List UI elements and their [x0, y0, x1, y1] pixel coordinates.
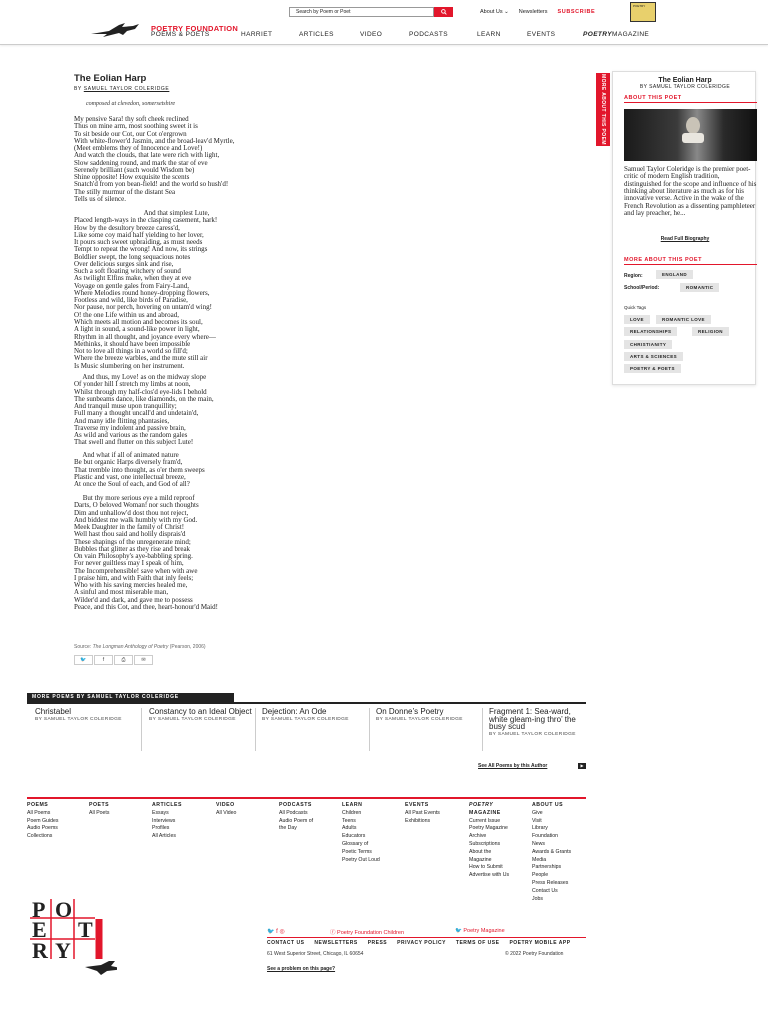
twitter-share-icon[interactable]: 🐦 — [74, 655, 93, 665]
poem-epigraph: composed at clevedon, somersetshire — [86, 101, 176, 107]
footer-link[interactable]: Give — [532, 809, 543, 816]
divider — [624, 264, 757, 265]
footer-link[interactable]: Current Issue — [469, 817, 501, 824]
facebook-icon: ⓕ — [330, 930, 336, 936]
footer-link[interactable]: Audio Poems — [27, 825, 58, 832]
footer-link[interactable]: All Podcasts — [279, 809, 308, 816]
footer-link[interactable]: Library — [532, 825, 548, 832]
footer-link[interactable]: About the — [469, 848, 492, 855]
nav-articles[interactable]: ARTICLES — [299, 31, 334, 38]
footer-link[interactable]: People — [532, 872, 549, 879]
privacy-policy-link[interactable]: PRIVACY POLICY — [397, 940, 446, 946]
portrait-collar — [682, 133, 704, 143]
footer-link[interactable]: Collections — [27, 833, 53, 840]
contact-us-link[interactable]: CONTACT US — [267, 940, 305, 946]
tag-poetry-poets[interactable]: POETRY & POETS — [624, 364, 681, 373]
magazine-cover-text: POETRY — [633, 4, 646, 8]
more-poem-item[interactable] — [376, 708, 482, 722]
brand-name[interactable]: POETRY FOUNDATION — [151, 24, 239, 33]
poem-stanza-3: And thus, my Love! as on the midway slope Of yonder hill I stretch my limbs at noon, Whilst through my half-clos'd eye-lids I behold The sunbeams dance, like diamonds, on the main, And tranquil muse upon tranquillity; Full many a thought uncall'd and undetain'd, And many idle flitting phantasies, Traverse my indolent and passive brain, As wild and various as the random gales That swell and flutter on this subject Lute! — [74, 373, 214, 447]
footer-link[interactable]: the Day — [279, 825, 297, 832]
see-all-poems-link[interactable]: See All Poems by this Author — [478, 763, 548, 769]
logo-letter: T — [78, 917, 93, 942]
about-us-dropdown[interactable] — [480, 9, 509, 15]
logo-letter: R — [32, 938, 48, 963]
footer-links — [267, 940, 571, 946]
sidebar-poem-title: The Eolian Harp — [658, 77, 712, 84]
nav-magazine-rest: MAGAZINE — [612, 31, 650, 38]
footer-heading[interactable]: MAGAZINE — [469, 809, 501, 816]
poet-bio: Samuel Taylor Coleridge is the premier poet-critic of modern English tradition, distinguished for the scope and influence of his thinking about literature as much as for his innovative verse. Active in the wake of the French Revolution as a dissenting pamphleteer and lay preacher, he... — [624, 165, 757, 218]
footer-heading[interactable]: POETS — [89, 802, 110, 808]
footer-link[interactable]: Poem Guides — [27, 817, 59, 824]
footer-link[interactable]: Visit — [532, 817, 542, 824]
more-poem-item[interactable] — [489, 708, 586, 737]
footer-link[interactable]: Foundation — [532, 833, 558, 840]
newsletters-footer-link[interactable]: NEWSLETTERS — [314, 940, 358, 946]
divider — [482, 708, 483, 751]
poem-source — [74, 644, 206, 650]
footer-link[interactable]: Jobs — [532, 895, 543, 902]
read-full-biography-link[interactable]: Read Full Biography — [660, 236, 710, 242]
facebook-share-icon[interactable]: f — [94, 655, 113, 665]
footer-link[interactable]: Adults — [342, 825, 357, 832]
quick-tags-label: Quick Tags — [624, 305, 647, 310]
instagram-icon[interactable]: ◎ — [279, 929, 285, 935]
footer-heading[interactable]: PODCASTS — [279, 802, 312, 808]
footer-rule — [27, 797, 586, 799]
source-title: The Longman Anthology of Poetry — [92, 644, 169, 650]
source-prefix: Source: — [74, 644, 93, 650]
poem-stanza-4: And what if all of animated nature Be but organic Harps diversely fram'd, That tremble into thought, as o'er them sweeps Plastic and vast, one intellectual breeze, At once the Soul of each, and God of all? — [74, 451, 205, 489]
more-poem-title[interactable]: On Donne’s Poetry — [376, 707, 444, 716]
more-poem-byline: BY SAMUEL TAYLOR COLERIDGE — [149, 716, 236, 722]
footer-link[interactable]: Educators — [342, 833, 366, 840]
top-links — [480, 9, 595, 15]
search-input[interactable]: Search by Poem or Poet — [289, 7, 434, 17]
footer-link[interactable]: News — [532, 840, 545, 847]
footer-link[interactable]: Exhibitions — [405, 817, 431, 824]
facebook-icon[interactable]: f — [276, 929, 278, 935]
more-tab-label: MORE ABOUT THIS POEM — [600, 74, 606, 145]
nav-events[interactable]: EVENTS — [527, 31, 556, 38]
more-poems-rule — [27, 702, 586, 704]
divider — [141, 708, 142, 751]
nav-learn[interactable]: LEARN — [477, 31, 501, 38]
footer-address: 61 West Superior Street, Chicago, IL 60654 — [267, 951, 364, 957]
footer-link[interactable]: Poetry Out Loud — [342, 856, 380, 863]
terms-of-use-link[interactable]: TERMS OF USE — [455, 940, 500, 946]
tag-relationships[interactable]: RELATIONSHIPS — [624, 327, 677, 336]
region-label: Region: — [624, 273, 643, 279]
tag-christianity[interactable]: CHRISTIANITY — [624, 340, 672, 349]
footer-link[interactable]: Poetry Magazine — [469, 825, 508, 832]
nav-magazine-bold: POETRY — [583, 31, 613, 38]
footer-heading[interactable]: LEARN — [342, 802, 363, 808]
more-about-this-poem-tab[interactable]: MORE ABOUT THIS POEM › — [596, 73, 610, 146]
poem-stanza-2: And that simplest Lute, Placed length-ways in the clasping casement, hark! How by the desultory breeze caress'd, Like some coy maid half yielding to her lover, It pours such sweet upbraiding, as must needs Tempt to repeat the wrong! And now, its strings Boldlier swept, the long sequacious notes Over delicious surges sink and rise, Such a soft floating witchery of sound As twilight Elfins make, when they at eve Voyage on gentle gales from Fairy-Land, Where Melodies round honey-dropping flowers, Footless and wild, like birds of Paradise, Nor pause, nor perch, hovering on untam'd wing! O! the one Life within us and abroad, Which meets all motion and becomes its soul, A light in sound, a sound-like power in light, Rhythm in all thought, and joyance every where— Methinks, it should have been impossible Not to love all things in a world so fill'd; Where the breeze warbles, and the mute still air Is Music slumbering on her instrument. — [74, 209, 218, 370]
magazine-link-label: Poetry Magazine — [463, 928, 505, 934]
about-us-label: About Us — [480, 9, 503, 15]
divider — [255, 708, 256, 751]
footer-col-learn — [342, 802, 380, 864]
footer-link[interactable]: Interviews — [152, 817, 176, 824]
footer-link[interactable]: Partnerships — [532, 864, 562, 871]
school-period-tag[interactable]: ROMANTIC — [680, 283, 719, 292]
more-about-poet-heading: MORE ABOUT THIS POET — [624, 257, 702, 263]
poetry-magazine-twitter-link[interactable] — [455, 928, 505, 934]
logo-letter: Y — [55, 938, 71, 963]
footer-link[interactable]: Magazine — [469, 856, 492, 863]
chevron-down-icon: ⌄ — [504, 9, 509, 15]
nav-poetry-magazine[interactable] — [583, 31, 649, 38]
footer-col-about-us — [532, 802, 571, 903]
footer-link[interactable]: Contact Us — [532, 887, 558, 894]
email-icon[interactable]: ✉ — [134, 655, 153, 665]
poem-stanza-1: My pensive Sara! thy soft cheek reclined Thus on mine arm, most soothing sweet it is To sit beside our Cot, our Cot o'ergrown With white-flower'd Jasmin, and the broad-leav'd Myrtle, (Meet emblems they of Innocence and Love!) And watch the clouds, that late were rich with light, Slow saddening round, and mark the star of eve Serenely brilliant (such would Wisdom be) Shine opposite! How exquisite the scents Snatch'd from yon bean-field! and the world so hush'd! The stilly murmur of the distant Sea Tells us of silence. — [74, 115, 235, 203]
footer-col-events — [405, 802, 440, 825]
footer-col-articles — [152, 802, 182, 841]
region-tag[interactable]: ENGLAND — [656, 270, 693, 279]
footer-link[interactable]: Media — [532, 856, 547, 863]
school-period-label: School/Period: — [624, 285, 660, 291]
more-poem-item[interactable] — [35, 708, 141, 722]
twitter-icon: 🐦 — [455, 928, 462, 934]
logo-letter: E — [32, 917, 47, 942]
poetry-foundation-logo[interactable] — [27, 899, 117, 979]
footer-link[interactable]: Awards & Grants — [532, 848, 572, 855]
poem-title: The Eolian Harp — [74, 73, 147, 84]
footer-col-video — [216, 802, 236, 818]
poetry-foundation-children-link[interactable] — [330, 928, 404, 936]
footer-link[interactable]: Glossary of — [342, 840, 369, 847]
footer-link[interactable]: Teens — [342, 817, 356, 824]
more-poem-title[interactable]: Constancy to an Ideal Object — [149, 707, 252, 716]
footer-links-rule — [267, 937, 586, 938]
tag-religion[interactable]: RELIGION — [692, 327, 729, 336]
pegasus-logo-icon[interactable] — [89, 22, 141, 38]
about-poet-heading: ABOUT THIS POET — [624, 95, 682, 101]
sidebar-byline[interactable]: BY SAMUEL TAYLOR COLERIDGE — [639, 84, 731, 90]
poem-byline — [74, 86, 169, 92]
nav-poems-poets[interactable]: POEMS & POETS — [151, 31, 210, 38]
logo-letter: P — [32, 897, 46, 922]
footer-link[interactable]: All Poets — [89, 809, 110, 816]
nav-harriet[interactable]: HARRIET — [241, 31, 273, 38]
poem-sidebar — [612, 71, 756, 385]
tag-romantic-love[interactable]: ROMANTIC LOVE — [656, 315, 711, 324]
footer-col-poems — [27, 802, 58, 841]
footer-heading[interactable]: POETRY — [469, 802, 494, 808]
divider — [369, 708, 370, 751]
tag-love[interactable]: LOVE — [624, 315, 650, 324]
nav-video[interactable]: VIDEO — [360, 31, 383, 38]
social-icons — [267, 928, 285, 935]
arrow-right-icon[interactable]: ▶ — [578, 763, 586, 769]
children-link-label: Poetry Foundation Children — [337, 930, 405, 936]
logo-letter: O — [55, 897, 73, 922]
footer-link[interactable]: All Articles — [152, 833, 176, 840]
footer-link[interactable]: Audio Poem of — [279, 817, 314, 824]
footer-link[interactable]: Archive — [469, 833, 487, 840]
tag-arts-sciences[interactable]: ARTS & SCIENCES — [624, 352, 683, 361]
footer-heading[interactable]: POEMS — [27, 802, 49, 808]
footer-link[interactable]: All Past Events — [405, 809, 440, 816]
footer-copyright: © 2022 Poetry Foundation — [505, 951, 564, 957]
magazine-cover-thumbnail[interactable] — [630, 2, 656, 22]
more-poem-byline: BY SAMUEL TAYLOR COLERIDGE — [35, 716, 122, 722]
author-link[interactable]: SAMUEL TAYLOR COLERIDGE — [83, 86, 170, 92]
press-link[interactable]: PRESS — [367, 940, 388, 946]
search-button[interactable] — [434, 7, 453, 17]
main-nav — [151, 31, 649, 38]
footer-link[interactable]: Profiles — [152, 825, 170, 832]
more-poem-title[interactable]: Fragment 1: Sea-ward, white gleam-ing thro’ the busy scud — [489, 707, 576, 731]
footer-link[interactable]: How to Submit — [469, 864, 503, 871]
source-suffix: (Pearson, 2006) — [168, 644, 206, 650]
site-header — [0, 0, 768, 45]
twitter-icon[interactable]: 🐦 — [267, 929, 275, 935]
report-problem-link[interactable]: See a problem on this page? — [267, 966, 336, 972]
footer-heading[interactable]: ABOUT US — [532, 802, 564, 808]
more-poem-byline: BY SAMUEL TAYLOR COLERIDGE — [262, 716, 349, 722]
more-poem-item[interactable] — [149, 708, 255, 722]
search-icon — [441, 9, 447, 15]
portrait-face — [686, 117, 700, 134]
poet-portrait — [624, 109, 757, 161]
footer-heading[interactable]: ARTICLES — [152, 802, 182, 808]
divider — [624, 102, 757, 103]
subscribe-link[interactable]: SUBSCRIBE — [557, 9, 596, 15]
mobile-app-link[interactable]: POETRY MOBILE APP — [509, 940, 571, 946]
footer-col-poetry-magazine — [469, 802, 509, 880]
more-poem-item[interactable] — [262, 708, 368, 722]
footer-heading[interactable]: VIDEO — [216, 802, 235, 808]
print-icon[interactable]: ⎙ — [114, 655, 133, 665]
poem-stanza-5: But thy more serious eye a mild reproof Darts, O beloved Woman! nor such thoughts Dim and unhallow'd dost thou not reject, And biddest me walk humbly with my God. Meek Daughter in the family of Christ! Well hast thou said and holily disprais'd These shapings of the unregenerate mind; Bubbles that glitter as they rise and break On vain Philosophy's aye-babbling spring. For never guiltless may I speak of him, The Incomprehensible! save when with awe I praise him, and with Faith that inly feels; Who with his saving mercies healed me, A sinful and most miserable man, Wilder'd and dark, and gave me to possess Peace, and this Cot, and thee, heart-honour'd Maid! — [74, 494, 218, 611]
footer-link[interactable]: Children — [342, 809, 362, 816]
footer-link[interactable]: All Poems — [27, 809, 51, 816]
more-poem-title[interactable]: Dejection: An Ode — [262, 707, 327, 716]
more-poems-heading: MORE POEMS BY SAMUEL TAYLOR COLERIDGE — [27, 693, 234, 702]
footer-link[interactable]: Advertise with Us — [469, 872, 510, 879]
footer-col-podcasts — [279, 802, 313, 833]
footer-link[interactable]: Subscriptions — [469, 840, 501, 847]
more-poem-title[interactable]: Christabel — [35, 707, 72, 716]
footer-link[interactable]: Essays — [152, 809, 169, 816]
footer-col-poets — [89, 802, 109, 818]
nav-podcasts[interactable]: PODCASTS — [409, 31, 448, 38]
logo-foundation-text: FOUNDATION — [102, 921, 107, 953]
footer-link[interactable]: All Video — [216, 809, 237, 816]
footer-heading[interactable]: EVENTS — [405, 802, 429, 808]
more-poem-byline: BY SAMUEL TAYLOR COLERIDGE — [489, 731, 576, 737]
footer-link[interactable]: Poetic Terms — [342, 848, 372, 855]
share-bar — [74, 655, 154, 665]
byline-prefix: BY — [74, 86, 84, 92]
more-poem-byline: BY SAMUEL TAYLOR COLERIDGE — [376, 716, 463, 722]
footer-link[interactable]: Press Releases — [532, 879, 569, 886]
newsletters-link[interactable]: Newsletters — [518, 9, 548, 15]
